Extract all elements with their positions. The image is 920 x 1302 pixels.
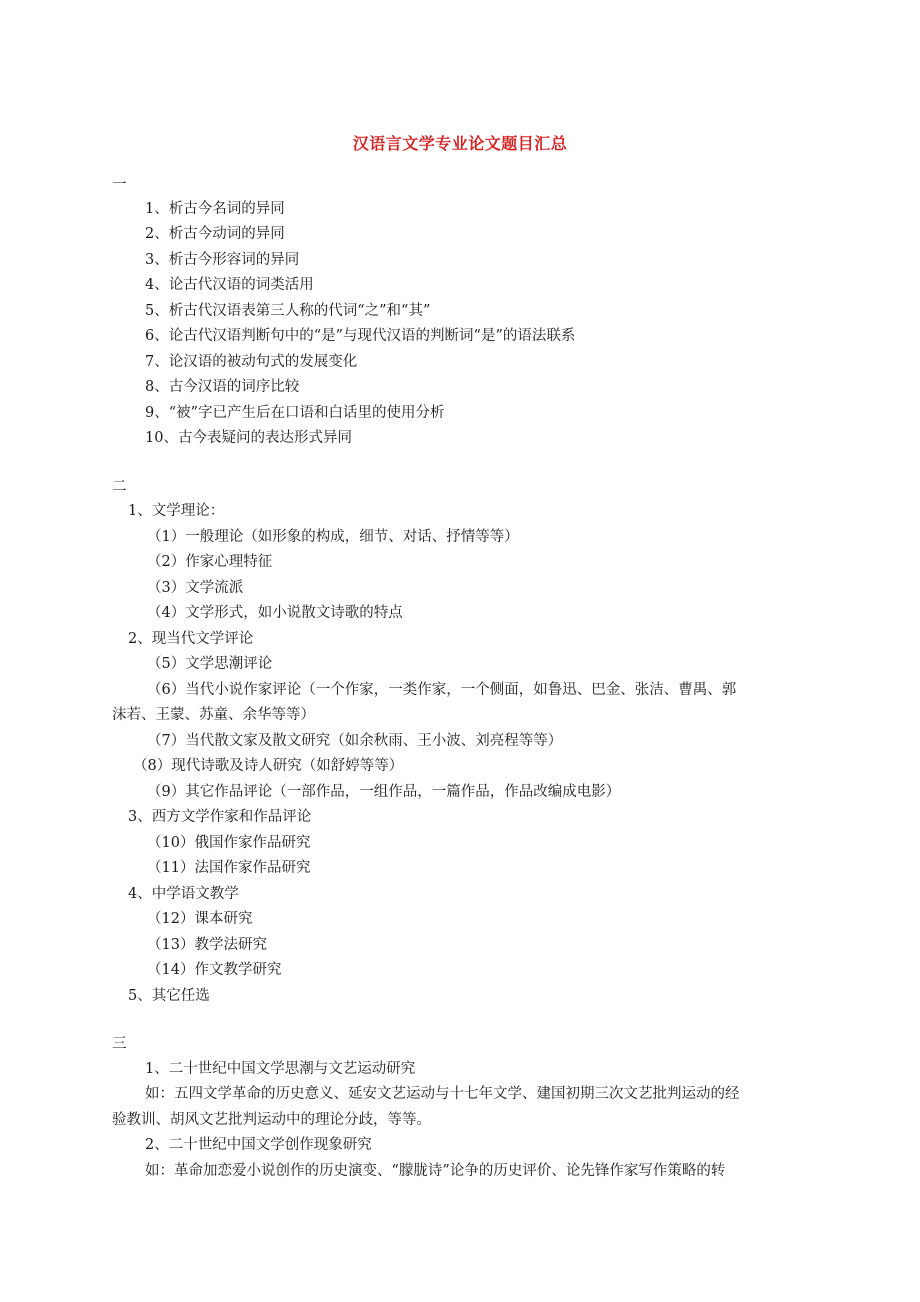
- list-item: （4）文学形式，如小说散文诗歌的特点: [147, 605, 403, 621]
- list-item: 4、论古代汉语的词类活用: [145, 277, 314, 293]
- list-item: 8、古今汉语的词序比较: [145, 379, 300, 395]
- list-item: （10）俄国作家作品研究: [147, 835, 311, 851]
- list-item: 1、二十世纪中国文学思潮与文艺运动研究: [145, 1061, 416, 1077]
- list-item: 5、其它任选: [128, 988, 210, 1004]
- list-item: 1、析古今名词的异同: [145, 201, 285, 217]
- list-item: （7）当代散文家及散文研究（如余秋雨、王小波、刘亮程等等）: [147, 733, 563, 749]
- list-item: （8）现代诗歌及诗人研究（如舒婷等等）: [133, 758, 404, 774]
- list-item: （14）作文教学研究: [147, 962, 282, 978]
- list-item: 2、现当代文学评论: [128, 631, 254, 647]
- paragraph-line: 如：革命加恋爱小说创作的历史演变、“朦胧诗”论争的历史评价、论先锋作家写作策略的转: [145, 1163, 726, 1179]
- paragraph-line: 如：五四文学革命的历史意义、延安文艺运动与十七年文学、建国初期三次文艺批判运动的经: [145, 1086, 740, 1102]
- list-item: 2、析古今动词的异同: [145, 226, 285, 242]
- list-item: （6）当代小说作家评论（一个作家，一类作家，一个侧面，如鲁迅、巴金、张洁、曹禺、郭: [147, 682, 737, 698]
- paragraph-line: 验教训、胡风文艺批判运动中的理论分歧，等等。: [112, 1112, 431, 1128]
- list-item: 10、古今表疑问的表达形式异同: [145, 430, 352, 446]
- list-item-continuation: 沫若、王蒙、苏童、余华等等）: [112, 707, 315, 723]
- list-item: （2）作家心理特征: [147, 554, 273, 570]
- list-item: （1）一般理论（如形象的构成，细节、对话、抒情等等）: [147, 529, 519, 545]
- list-item: （5）文学思潮评论: [147, 656, 273, 672]
- list-item: 7、论汉语的被动句式的发展变化: [145, 354, 358, 370]
- list-item: 1、文学理论：: [128, 503, 225, 519]
- list-item: （3）文学流派: [147, 580, 244, 596]
- list-item: 3、析古今形容词的异同: [145, 252, 300, 268]
- list-item: 9、“被”字已产生后在口语和白话里的使用分析: [145, 405, 445, 421]
- section-heading-1: 一: [112, 177, 127, 193]
- section-heading-2: 二: [112, 479, 127, 495]
- list-item: 6、论古代汉语判断句中的“是”与现代汉语的判断词“是”的语法联系: [145, 328, 576, 344]
- document-title: 汉语言文学专业论文题目汇总: [352, 134, 568, 153]
- section-heading-3: 三: [112, 1036, 127, 1052]
- list-item: （12）课本研究: [147, 911, 253, 927]
- list-item: 2、二十世纪中国文学创作现象研究: [145, 1137, 372, 1153]
- list-item: （11）法国作家作品研究: [147, 860, 311, 876]
- list-item: 5、析古代汉语表第三人称的代词“之”和“其”: [145, 303, 431, 319]
- list-item: （9）其它作品评论（一部作品，一组作品，一篇作品，作品改编成电影）: [147, 784, 621, 800]
- list-item: 4、中学语文教学: [128, 886, 239, 902]
- list-item: （13）教学法研究: [147, 937, 267, 953]
- list-item: 3、西方文学作家和作品评论: [128, 809, 312, 825]
